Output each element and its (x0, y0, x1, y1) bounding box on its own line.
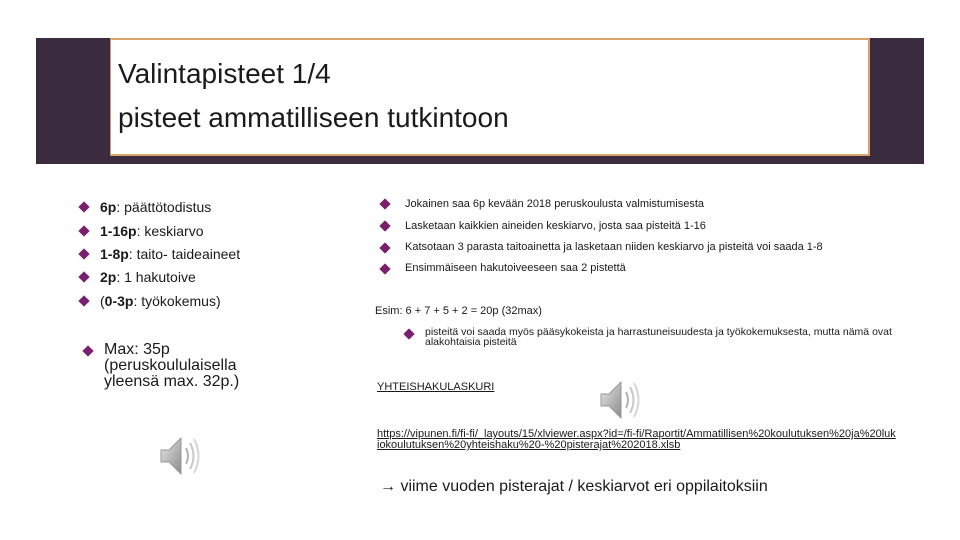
left-item-4-text: : 1 hakutoive (116, 269, 196, 285)
example-calculation: Esim: 6 + 7 + 5 + 2 = 20p (32max) (375, 305, 542, 317)
bullet-icon (82, 345, 93, 356)
left-item-5-pre: ( (100, 293, 105, 309)
slide-title: Valintapisteet 1/4 (118, 58, 331, 89)
left-item-1 (100, 199, 211, 215)
bullet-icon (78, 248, 89, 259)
bullet-icon (78, 271, 89, 282)
left-item-1-bold: 6p (100, 199, 117, 215)
bullet-icon (379, 198, 390, 209)
speaker-icon[interactable] (595, 376, 643, 424)
left-item-5-bold: 0-3p (104, 293, 134, 309)
left-item-2-bold: 1-16p (100, 223, 137, 239)
bullet-icon (78, 225, 89, 236)
title-box (110, 38, 870, 156)
left-item-3-bold: 1-8p (100, 246, 129, 262)
left-item-3 (100, 246, 240, 262)
speaker-icon[interactable] (155, 432, 203, 480)
right-item-1: Jokainen saa 6p kevään 2018 peruskoulusta valmistumisesta (405, 198, 705, 210)
slide-subtitle: pisteet ammatilliseen tutkintoon (118, 102, 509, 133)
left-item-2 (100, 223, 204, 239)
pisterajat-link[interactable]: https://vipunen.fi/fi-fi/_layouts/15/xlviewer.aspx?id=/fi-fi/Raportit/Ammatillisen%20koulutuksen%20ja%20lukiokoulutuksen%20yhteishaku%20-%20pisterajat%202018.xlsb (377, 428, 896, 451)
bullet-icon (379, 220, 390, 231)
max-points-text: Max: 35p (peruskoululaisella yleensä max. 32p.) (104, 341, 240, 390)
sub-item-note: pisteitä voi saada myös pääsykokeista ja harrastuneisuudesta ja työkokemuksesta, mutta nämä ovat alakohtaisia pisteitä (425, 326, 892, 348)
bullet-icon (379, 242, 390, 253)
right-item-4: Ensimmäiseen hakutoiveeseen saa 2 pistettä (405, 262, 626, 274)
bullet-icon (78, 295, 89, 306)
left-item-4-bold: 2p (100, 269, 117, 285)
bullet-icon (379, 263, 390, 274)
left-item-1-text: : päättötodistus (116, 199, 212, 215)
left-item-4 (100, 269, 196, 285)
bullet-icon (78, 201, 89, 212)
left-item-5 (100, 293, 221, 309)
left-item-5-text: : työkokemus) (133, 293, 221, 309)
left-item-2-text: : keskiarvo (136, 223, 204, 239)
footnote-text: → viime vuoden pisterajat / keskiarvot eri oppilaitoksiin (380, 478, 768, 495)
right-item-3: Katsotaan 3 parasta taitoainetta ja lasketaan niiden keskiarvo ja pisteitä voi saada 1-8 (405, 241, 823, 253)
left-item-3-text: : taito- taideaineet (128, 246, 241, 262)
right-item-2: Lasketaan kaikkien aineiden keskiarvo, josta saa pisteitä 1-16 (405, 220, 706, 232)
calculator-link[interactable]: YHTEISHAKULASKURI (377, 381, 495, 393)
bullet-icon (403, 328, 414, 339)
